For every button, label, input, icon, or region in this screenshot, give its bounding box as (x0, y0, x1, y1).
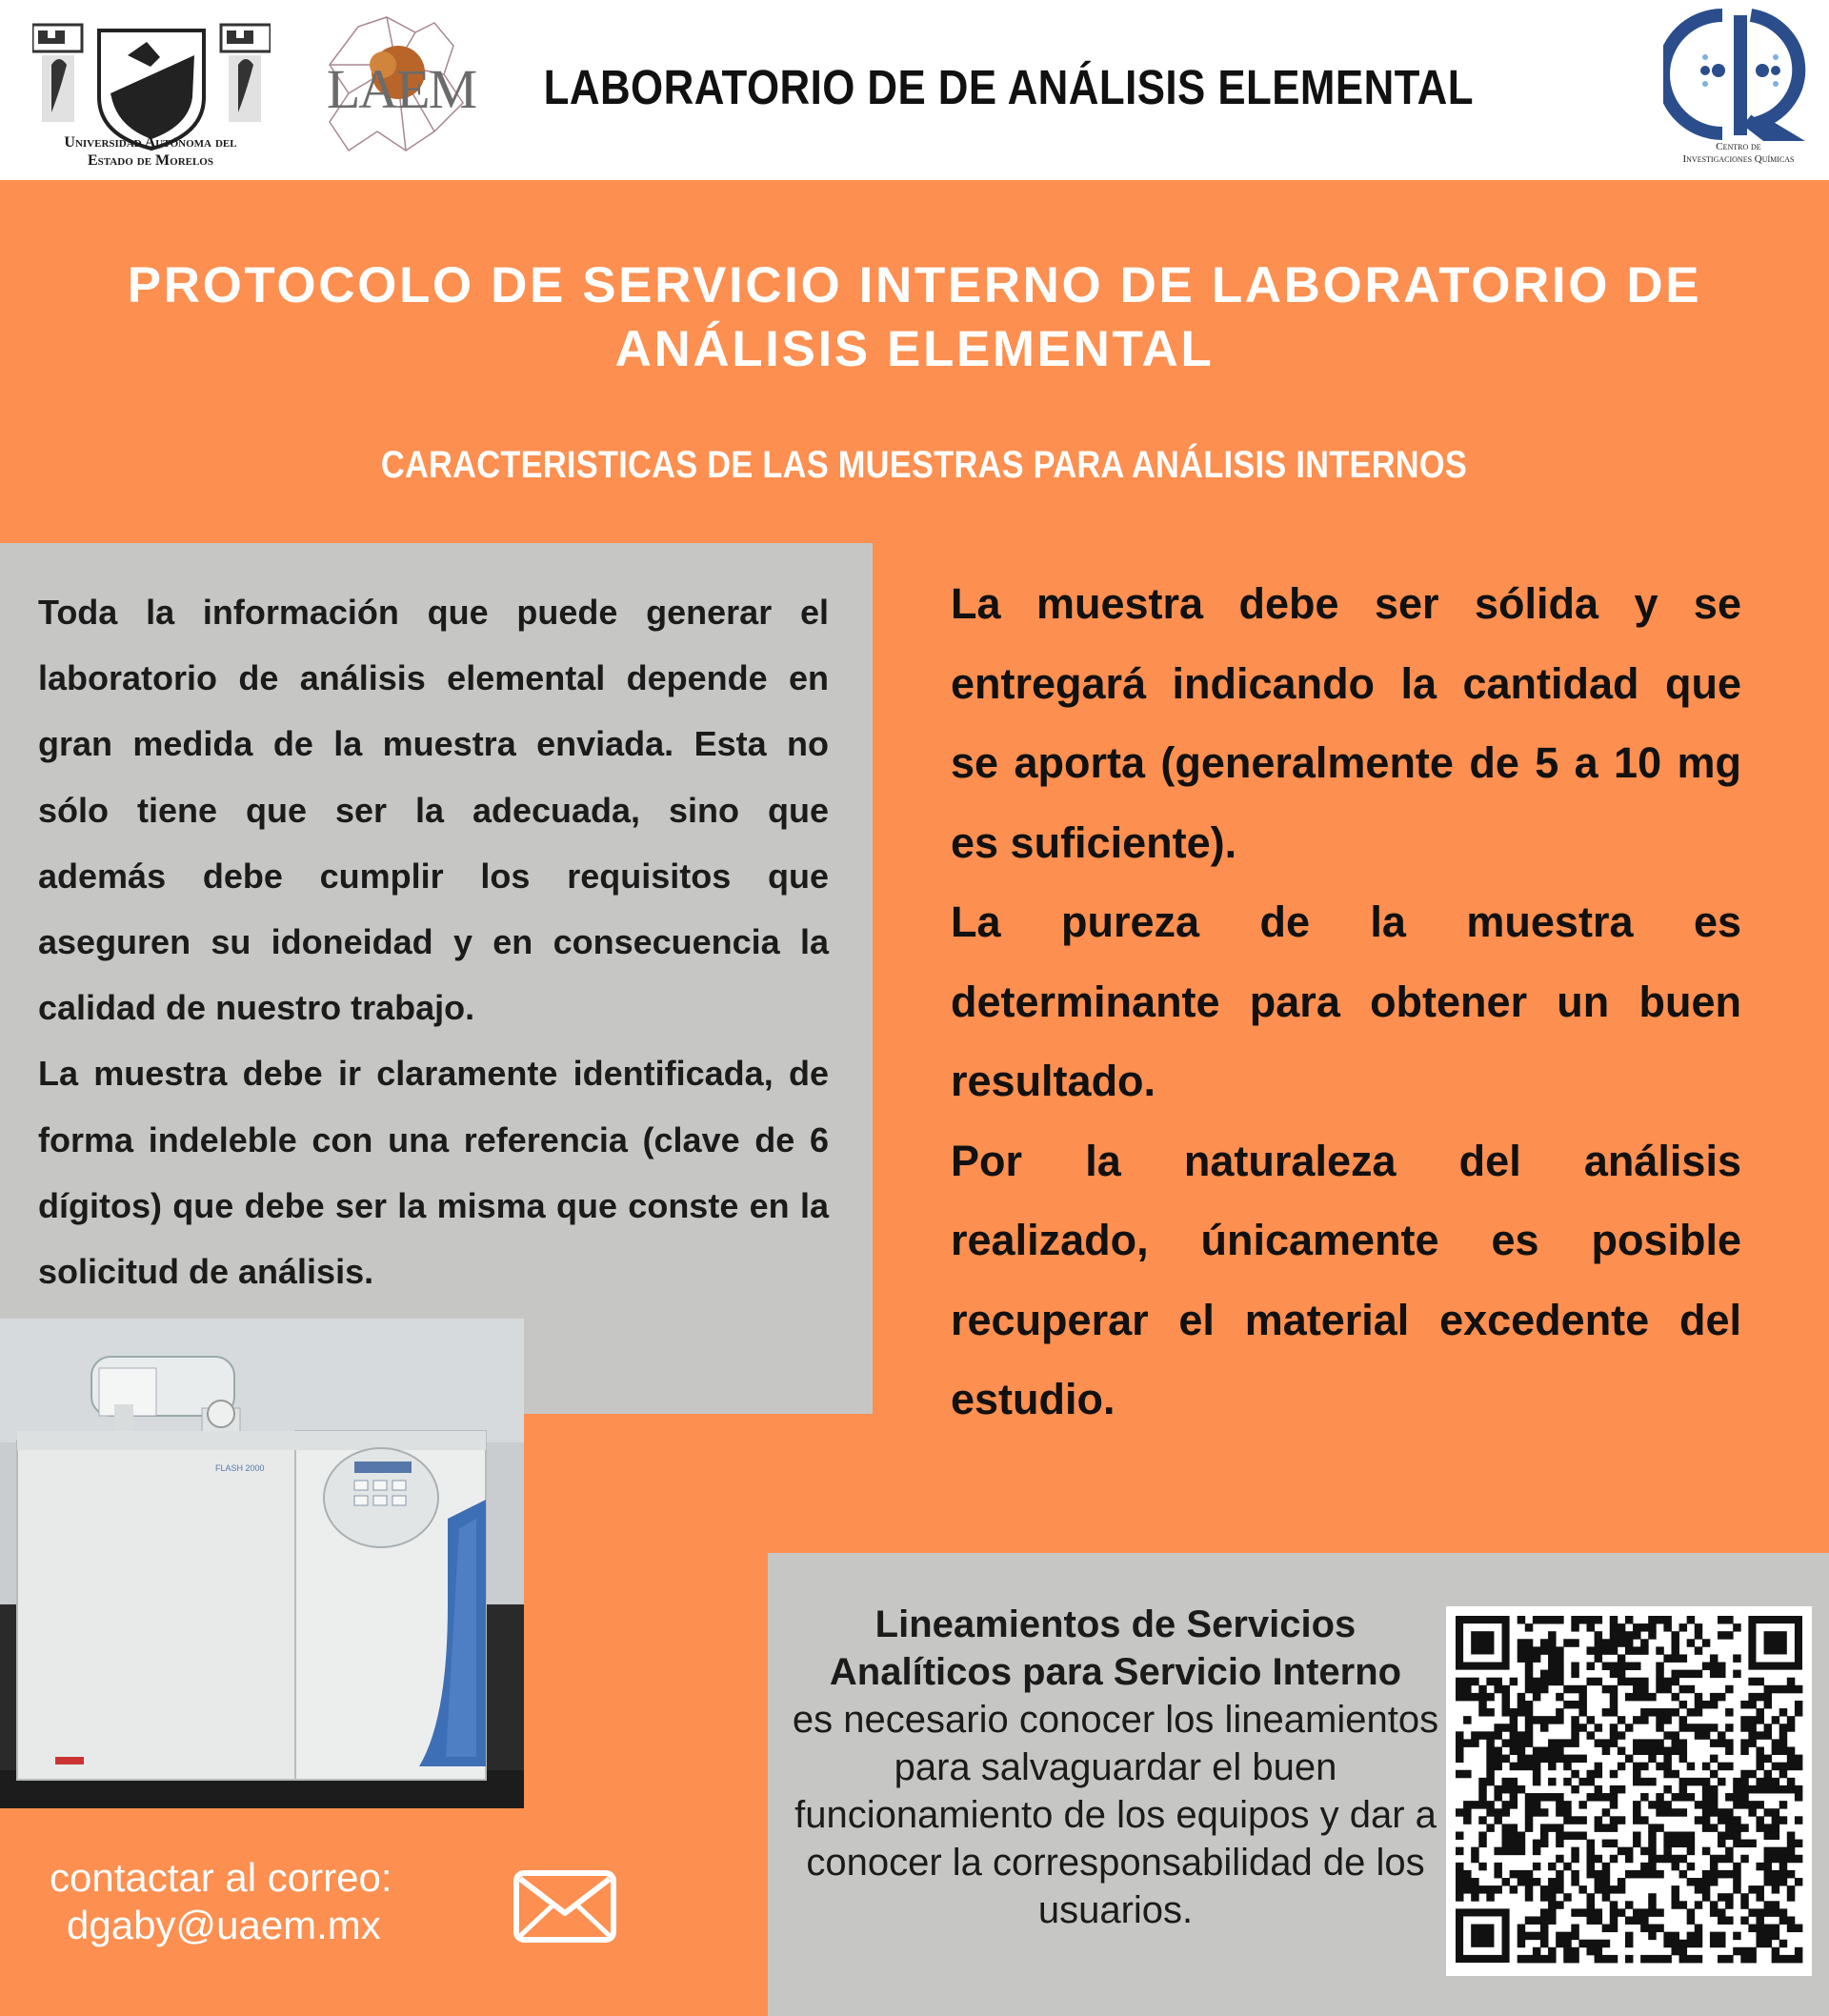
university-name-line2: Estado de Morelos (88, 152, 213, 169)
center-name-line1: Centro de (1716, 141, 1761, 152)
left-info-text (38, 579, 829, 1304)
contact-email[interactable]: dgaby@uaem.mx (67, 1903, 381, 1947)
guidelines-text (787, 1601, 1444, 1934)
left-paragraph-1: Toda la información que puede generar el laboratorio de análisis elemental depende en gran medida de la muestra enviada. Esta no sólo tiene que ser la adecuada, sino que además debe cumplir los requisitos que aseguren su idoneidad y en consecuencia la calidad de nuestro trabajo. (38, 593, 829, 1028)
subtitle: CARACTERISTICAS DE LAS MUESTRAS PARA ANÁLISIS INTERNOS (380, 444, 1468, 486)
contact-block (50, 1854, 507, 1949)
header-title: LABORATORIO DE DE ANÁLISIS ELEMENTAL (543, 60, 1474, 114)
main-title-line1: PROTOCOLO DE SERVICIO INTERNO DE LABORATORIO DE (127, 257, 1702, 313)
right-paragraph-1: La muestra debe ser sólida y se entregará indicando la cantidad que se aporta (generalmente de 5 a 10 mg es suficiente). (951, 579, 1741, 867)
center-name-line2: Investigaciones Químicas (1682, 153, 1795, 165)
right-paragraph-3: Por la naturaleza del análisis realizado, únicamente es posible recuperar el material excedente del estudio. (951, 1136, 1741, 1423)
right-info-text (951, 564, 1741, 1440)
main-title-line2: ANÁLISIS ELEMENTAL (614, 321, 1215, 377)
laem-logo (291, 8, 511, 175)
laem-logo-text: LAEM (326, 58, 476, 120)
main-title (95, 253, 1734, 381)
ciq-logo (1663, 8, 1816, 141)
guidelines-title-line2: Analíticos para Servicio Interno (829, 1651, 1402, 1693)
elemental-analyzer-photo (0, 1319, 524, 1808)
center-name (1648, 141, 1829, 166)
university-name (19, 133, 282, 170)
svg-text:FLASH 2000: FLASH 2000 (215, 1463, 265, 1473)
qr-code-icon[interactable] (1446, 1606, 1812, 1976)
left-paragraph-2: La muestra debe ir claramente identificada, de forma indeleble con una referencia (clave de 6 dígitos) que debe ser la misma que conste en la solicitud de análisis. (38, 1054, 829, 1292)
university-name-line1: Universidad Autónoma del (64, 134, 237, 151)
right-paragraph-2: La pureza de la muestra es determinante para obtener un buen resultado. (951, 897, 1741, 1105)
contact-label: contactar al correo: (50, 1855, 392, 1900)
envelope-icon[interactable] (513, 1869, 617, 1944)
guidelines-body: es necesario conocer los lineamientos para salvaguardar el buen funcionamiento de los equipos y dar a conocer la corresponsabilidad de los usuarios. (792, 1699, 1439, 1931)
guidelines-title-line1: Lineamientos de Servicios (874, 1603, 1357, 1645)
